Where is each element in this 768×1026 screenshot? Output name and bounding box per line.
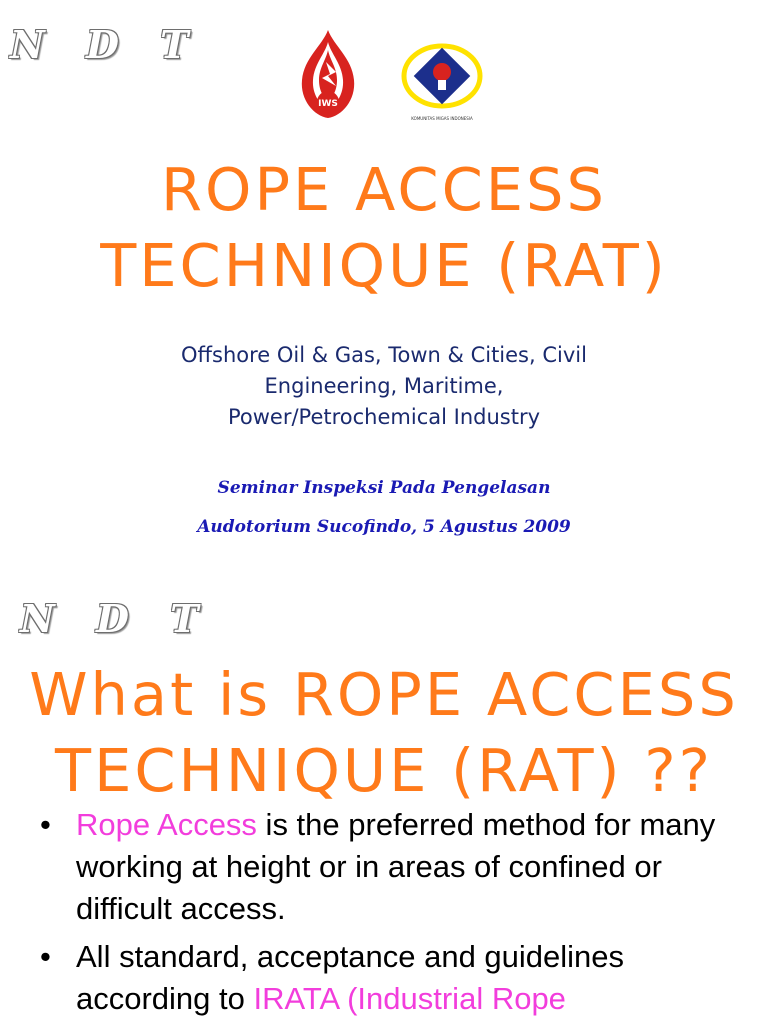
slide1-title [0,152,768,304]
bullet2-text: All standard, acceptance and guidelines according to [76,939,625,1016]
slide1-subtitle [0,340,768,433]
km-logo-text: KOMUNITAS MIGAS INDONESIA [411,116,473,121]
bullet-dot: • [40,807,51,842]
ndt-logo-text: N D T [10,22,203,67]
komunitas-migas-logo [400,34,484,124]
slide-2 [0,576,768,1024]
subtitle-line2: Engineering, Maritime, [264,374,504,398]
iws-logo-text: IWS [318,99,338,109]
seminar-venue: Audotorium Sucofindo, 5 Agustus 2009 [197,517,571,537]
ndt-logo-text: N D T [20,596,213,641]
slide2-title-line1: What is ROPE ACCESS [29,660,739,729]
bullet-list [40,804,740,1026]
subtitle-line3: Power/Petrochemical Industry [227,405,541,429]
iws-flame-logo [292,28,364,120]
slide1-title-line1: ROPE ACCESS [161,155,607,224]
bullet-dot: • [40,939,51,974]
bullet-item-1 [40,804,740,930]
bullet-item-2 [40,936,740,1020]
slide2-title [0,657,768,809]
slide2-title-line2: TECHNIQUE (RAT) ?? [55,736,713,805]
slide1-title-line2: TECHNIQUE (RAT) [100,231,668,300]
rope-access-highlight: Rope Access [76,807,257,842]
bullet1-text: is the preferred method for many working at height or in areas of confined or difficult access. [76,807,716,926]
seminar-title: Seminar Inspeksi Pada Pengelasan [217,478,551,498]
subtitle-line1: Offshore Oil & Gas, Town & Cities, Civil [181,343,587,367]
irata-highlight: IRATA (Industrial Rope [253,981,566,1016]
